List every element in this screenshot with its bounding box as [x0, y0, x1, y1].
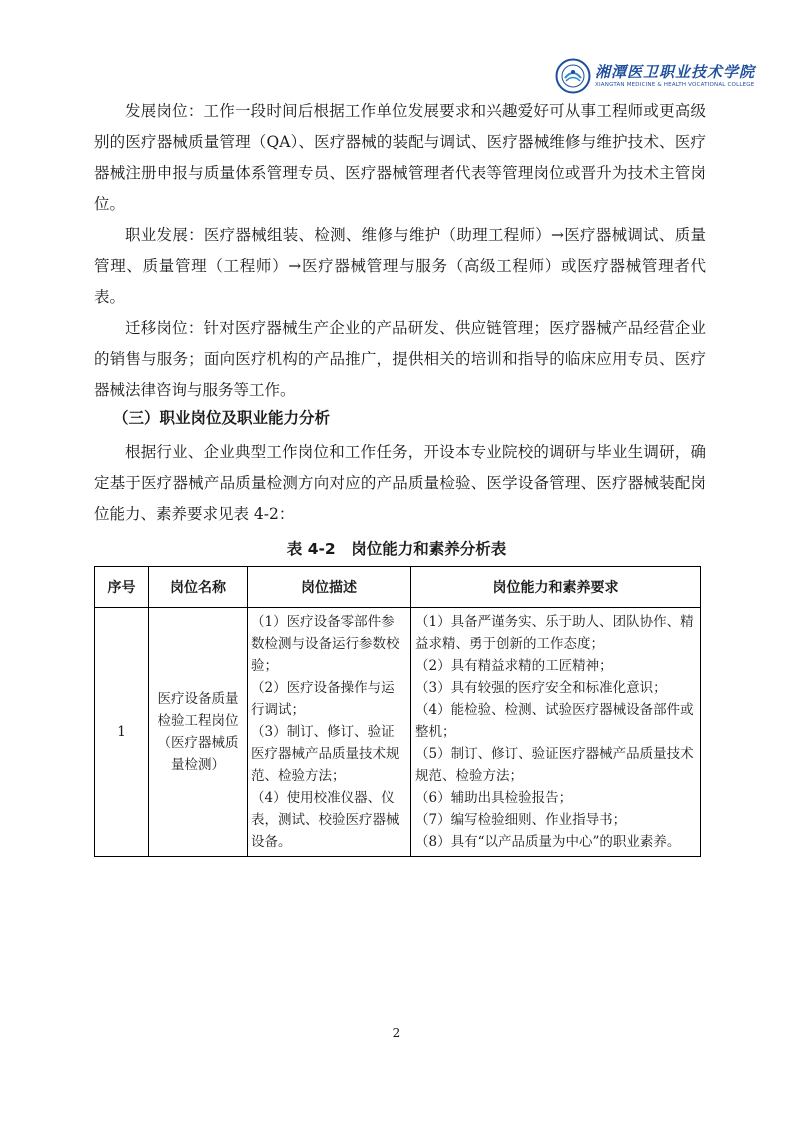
- header-seq: 序号: [95, 567, 149, 608]
- college-emblem-icon: [555, 58, 591, 94]
- paragraph-transfer-post: 迁移岗位：针对医疗器械生产企业的产品研发、供应链管理；医疗器械产品经营企业的销售与服务；面向医疗机构的产品推广，提供相关的培训和指导的临床应用专员、医疗器械法律咨询与服务等工作。: [94, 319, 706, 399]
- header-post-description: 岗位描述: [248, 567, 411, 608]
- requirement-item: （4）能检验、检测、试验医疗器械设备部件或整机；: [415, 702, 694, 740]
- requirement-item: （1）具备严谨务实、乐于助人、团队协作、精益求精、勇于创新的工作态度；: [415, 614, 694, 652]
- description-item: （3）制订、修订、验证医疗器械产品质量技术规范、检验方法；: [251, 724, 400, 784]
- page-number: 2: [392, 1026, 401, 1040]
- requirement-item: （2）具有精益求精的工匠精神；: [415, 658, 613, 674]
- paragraph-career-development: 职业发展：医疗器械组装、检测、维修与维护（助理工程师）→医疗器械调试、质量管理、质量管理（工程师）→医疗器械管理与服务（高级工程师）或医疗器械管理者代表。: [94, 226, 706, 306]
- description-item: （4）使用校准仪器、仪表，测试、校验医疗器械设备。: [251, 790, 400, 850]
- table-row: [95, 608, 701, 857]
- table-caption: 表 4-2 岗位能力和素养分析表: [286, 540, 507, 558]
- header-post-name: 岗位名称: [149, 567, 248, 608]
- requirement-item: （7）编写检验细则、作业指导书；: [415, 812, 627, 828]
- ability-analysis-table: [94, 566, 701, 857]
- logo-english-name: XIANGTAN MEDICINE & HEALTH VOCATIONAL COLLEGE: [595, 82, 755, 88]
- requirement-item: （5）制订、修订、验证医疗器械产品质量技术规范、检验方法；: [415, 746, 694, 784]
- cell-post-description: [248, 608, 411, 857]
- header-requirements: 岗位能力和素养要求: [411, 567, 701, 608]
- table-header-row: [95, 567, 701, 608]
- paragraph-development-post: 发展岗位：工作一段时间后根据工作单位发展要求和兴趣爱好可从事工程师或更高级别的医疗器械质量管理（QA）、医疗器械的装配与调试、医疗器械维修与维护技术、医疗器械注册申报与质量体系管理专员、医疗器械管理者代表等管理岗位或晋升为技术主管岗位。: [94, 102, 706, 213]
- logo-chinese-name: 湘潭医卫职业技术学院: [595, 63, 756, 81]
- requirement-item: （3）具有较强的医疗安全和标准化意识；: [415, 680, 667, 696]
- cell-requirements: [411, 608, 701, 857]
- requirement-item: （6）辅助出具检验报告；: [415, 790, 573, 806]
- college-logo: [555, 58, 756, 98]
- cell-seq: 1: [95, 608, 149, 857]
- paragraph-analysis-intro: 根据行业、企业典型工作岗位和工作任务，开设本专业院校的调研与毕业生调研，确定基于医疗器械产品质量检测方向对应的产品质量检验、医学设备管理、医疗器械装配岗位能力、素养要求见表 4-2：: [94, 443, 706, 523]
- requirement-item: （8）具有“以产品质量为中心”的职业素养。: [415, 834, 681, 850]
- cell-post-name: 医疗设备质量检验工程岗位（医疗器械质量检测）: [149, 608, 248, 857]
- description-item: （1）医疗设备零部件参数检测与设备运行参数校验；: [251, 614, 400, 674]
- description-item: （2）医疗设备操作与运行调试；: [251, 680, 395, 718]
- section-title: （三）职业岗位及职业能力分析: [113, 409, 331, 427]
